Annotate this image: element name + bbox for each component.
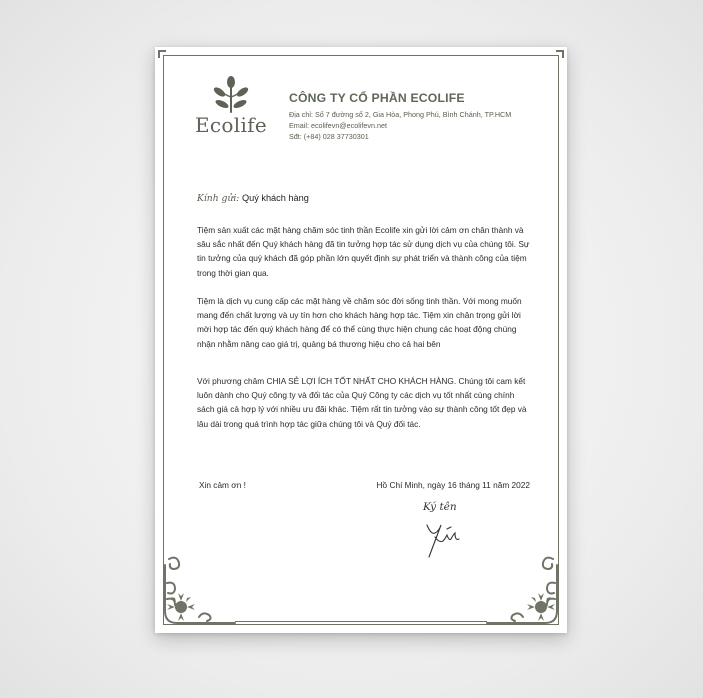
greeting [197,193,309,204]
frame-corner [158,50,166,58]
company-address: Địa chỉ: Số 7 đường số 2, Gia Hòa, Phong Phú, Bình Chánh, TP.HCM [289,110,512,119]
company-email: Email: ecolifevn@ecolifevn.net [289,121,387,130]
paragraph-2: Tiệm là dịch vụ cung cấp các mặt hàng về chăm sóc đời sống tinh thần. Với mong muốn mang đến chất lượng và uy tín hơn cho khách hàng hợp tác. Tiệm xin chân trọng gửi lời mời hợp tác đến quý khách hàng để có thể cùng thực hiện chung các hoạt động chúng nhận nhằm nâng cao giá trị, quảng bá thương hiệu cho cả hai bên [197,296,522,349]
sign-label: Ký tên [423,501,457,513]
leaf-logo-icon [209,75,253,115]
date-line: Hồ Chí Minh, ngày 16 tháng 11 năm 2022 [376,480,530,490]
greeting-label: Kính gửi: [197,193,240,204]
signature-image [421,521,467,561]
corner-ornament-left-icon [159,553,249,629]
company-info [289,91,559,141]
closing-text: Xin cảm ơn ! [199,480,246,490]
brand-name: Ecolife [195,113,267,137]
recipient: Quý khách hàng [241,193,309,203]
paragraph-3: Với phương châm CHIA SẺ LỢI ÍCH TỐT NHẤT CHO KHÁCH HÀNG. Chúng tôi cam kết luôn dành cho Quý công ty và đối tác của Quý Công ty các dịch vụ tốt nhất cùng chính sách giá cả hợp lý với nhiều ưu đãi khác. Tiệm rất tin tưởng vào sự thành công tốt đẹp và lâu dài trong quá trình hợp tác giữa chúng tôi và Quý đối tác. [197,376,527,429]
paragraph-1: Tiệm sản xuất các mặt hàng chăm sóc tinh thần Ecolife xin gửi lời cảm ơn chân thành và sâu sắc nhất đến Quý khách hàng đã tin tưởng hợp tác sử dụng dịch vụ của chúng tôi. Sự tin tưởng của quý khách đã góp phần lớn quyết định sự phát triển và thành công của tiệm trong thời gian qua. [197,225,530,278]
company-phone: Sđt: (+84) 028 37730301 [289,132,369,141]
frame-corner [556,50,564,58]
corner-ornament-right-icon [473,553,563,629]
bottom-border-line [235,621,487,622]
letter-page [155,47,567,633]
company-logo [195,75,267,137]
company-name: CÔNG TY CỔ PHẦN ECOLIFE [289,91,465,105]
